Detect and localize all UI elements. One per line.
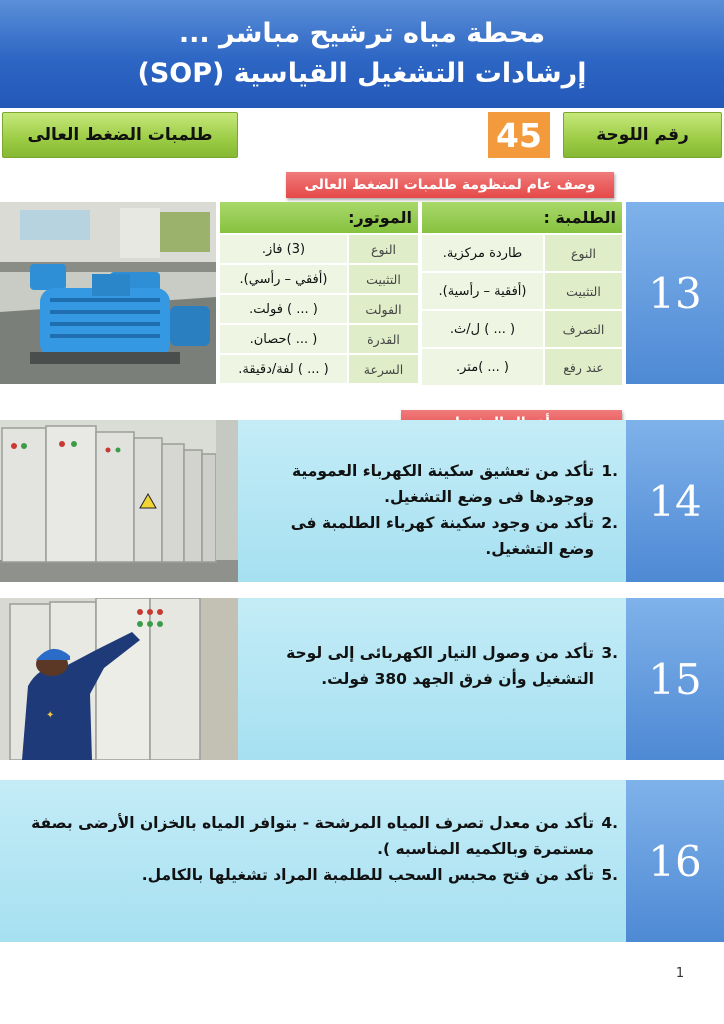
electrical-cabinets-illustration	[0, 420, 238, 582]
motor-row-label: النوع	[348, 234, 418, 264]
motor-row-label: السرعة	[348, 354, 418, 384]
step-14-panel	[238, 420, 626, 582]
step-item-number: .1	[601, 462, 618, 480]
pump-row-label: النوع	[544, 234, 622, 272]
board-number-label: رقم اللوحة	[563, 112, 722, 158]
pump-spec-table	[420, 202, 622, 387]
svg-text:✦: ✦	[46, 710, 55, 721]
pump-row-label: التثبيت	[544, 272, 622, 310]
page-number: 1	[675, 966, 685, 981]
step-item	[278, 458, 618, 510]
step-number-16: 16	[626, 780, 724, 942]
step-15-panel	[238, 598, 626, 760]
step-item	[278, 510, 618, 562]
step-number-14: 14	[626, 420, 724, 582]
step-item-number: .4	[601, 814, 618, 832]
pump-row-value: ( ... )متر.	[421, 348, 544, 386]
motor-row-value: ( ... ) فولت.	[219, 294, 348, 324]
page-header	[0, 0, 724, 108]
section-description-label: وصف عام لمنظومة طلمبات الضغط العالى	[286, 172, 614, 198]
step-item-number: .3	[601, 644, 618, 662]
step-item-text: تأكد من معدل تصرف المياه المرشحة - بتوافر المياه بالخزان الأرضى بصفة مستمرة وبالكميه المناسبه ).	[31, 814, 594, 858]
step-item-number: .2	[601, 514, 618, 532]
board-subject: طلمبات الضغط العالى	[2, 112, 238, 158]
step-item	[18, 810, 618, 862]
step-16-list	[18, 810, 618, 888]
pump-row-value: (أفقية – رأسية).	[421, 272, 544, 310]
step-item	[18, 862, 618, 888]
motor-row-label: الفولت	[348, 294, 418, 324]
step-number-15: 15	[626, 598, 724, 760]
pump-motor-photo	[0, 202, 216, 384]
step-item-number: .5	[601, 866, 618, 884]
step-15-list	[278, 640, 618, 692]
step-14-list	[278, 458, 618, 562]
pump-row-label: التصرف	[544, 310, 622, 348]
motor-row-label: التثبيت	[348, 264, 418, 294]
pump-motor-illustration	[0, 202, 216, 384]
operator-at-panel-illustration	[0, 598, 238, 760]
step-item-text: تأكد من وصول التيار الكهربائى إلى لوحة التشغيل وأن فرق الجهد 380 فولت.	[286, 644, 594, 688]
motor-spec-table	[218, 202, 418, 385]
pump-row-label: عند رفع	[544, 348, 622, 386]
step-item	[278, 640, 618, 692]
header-title-line2: إرشادات التشغيل القياسية (SOP)	[137, 58, 587, 89]
motor-row-label: القدرة	[348, 324, 418, 354]
step-number-13: 13	[626, 202, 724, 384]
pump-row-value: طاردة مركزية.	[421, 234, 544, 272]
step-item-text: تأكد من فتح محبس السحب للطلمبة المراد تشغيلها بالكامل.	[141, 866, 594, 884]
motor-table-title: الموتور:	[219, 202, 418, 234]
board-number-value: 45	[488, 112, 550, 158]
header-title-line1: محطة مياه ترشيح مباشر ...	[178, 18, 546, 49]
step-16-panel	[0, 780, 626, 942]
step-item-text: تأكد من تعشيق سكينة الكهرباء العمومية ووجودها فى وضع التشغيل.	[292, 462, 594, 506]
motor-row-value: ( ... ) لفة/دقيقة.	[219, 354, 348, 384]
electrical-panels-photo	[0, 420, 238, 582]
motor-row-value: ( ... )حصان.	[219, 324, 348, 354]
operator-panel-photo	[0, 598, 238, 760]
step-item-text: تأكد من وجود سكينة كهرباء الطلمبة فى وضع التشغيل.	[290, 514, 594, 558]
motor-row-value: (أفقي – رأسي).	[219, 264, 348, 294]
pump-row-value: ( ... ) ل/ث.	[421, 310, 544, 348]
motor-row-value: (3) فاز.	[219, 234, 348, 264]
pump-table-title: الطلمبة :	[421, 202, 622, 234]
